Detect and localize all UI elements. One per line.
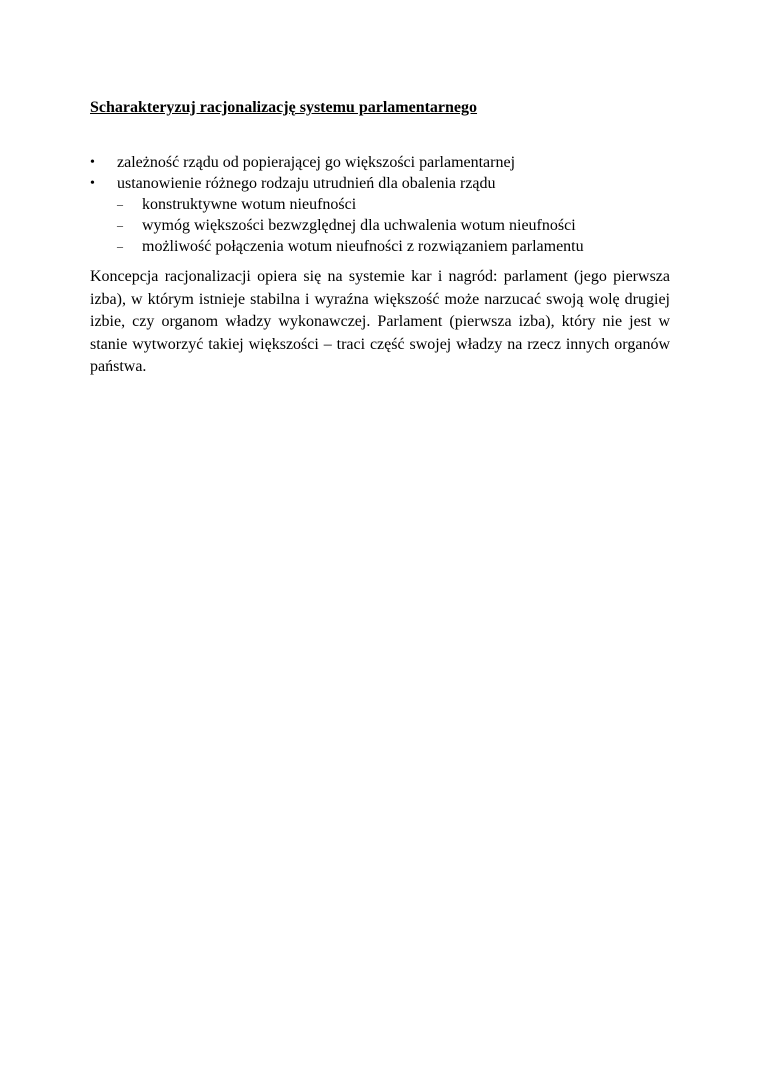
document-title: Scharakteryzuj racjonalizację systemu parlamentarnego — [90, 99, 478, 116]
sub-item — [90, 215, 670, 236]
bullet-text: ustanowienie różnego rodzaju utrudnień dla obalenia rządu — [117, 175, 496, 192]
bullet-item — [90, 152, 670, 173]
bullet-list — [90, 152, 670, 194]
bullet-text: zależność rządu od popierającej go większości parlamentarnej — [117, 154, 516, 171]
dash-icon: – — [117, 197, 123, 211]
dash-icon: – — [117, 218, 123, 232]
dash-icon: – — [117, 239, 123, 253]
sub-item-text: możliwość połączenia wotum nieufności z rozwiązaniem parlamentu — [142, 238, 584, 255]
bullet-icon: • — [90, 176, 95, 191]
bullet-icon: • — [90, 155, 95, 170]
sub-item — [90, 236, 670, 257]
sub-item-text: konstruktywne wotum nieufności — [142, 196, 357, 213]
sub-item-text: wymóg większości bezwzględnej dla uchwalenia wotum nieufności — [142, 217, 576, 234]
document-content — [90, 98, 670, 379]
sub-item — [90, 194, 670, 215]
body-paragraph: Koncepcja racjonalizacji opiera się na systemie kar i nagród: parlament (jego pierwsza izba), w którym istnieje stabilna i wyraźna większość może narzucać swoją wolę drugiej izbie, czy organom władzy wykonawczej. Parlament (pierwsza izba), który nie jest w stanie wytworzyć takiej większości – traci część swojej władzy na rzecz innych organów państwa. — [90, 268, 670, 375]
bullet-item — [90, 173, 670, 194]
sub-list — [90, 194, 670, 257]
